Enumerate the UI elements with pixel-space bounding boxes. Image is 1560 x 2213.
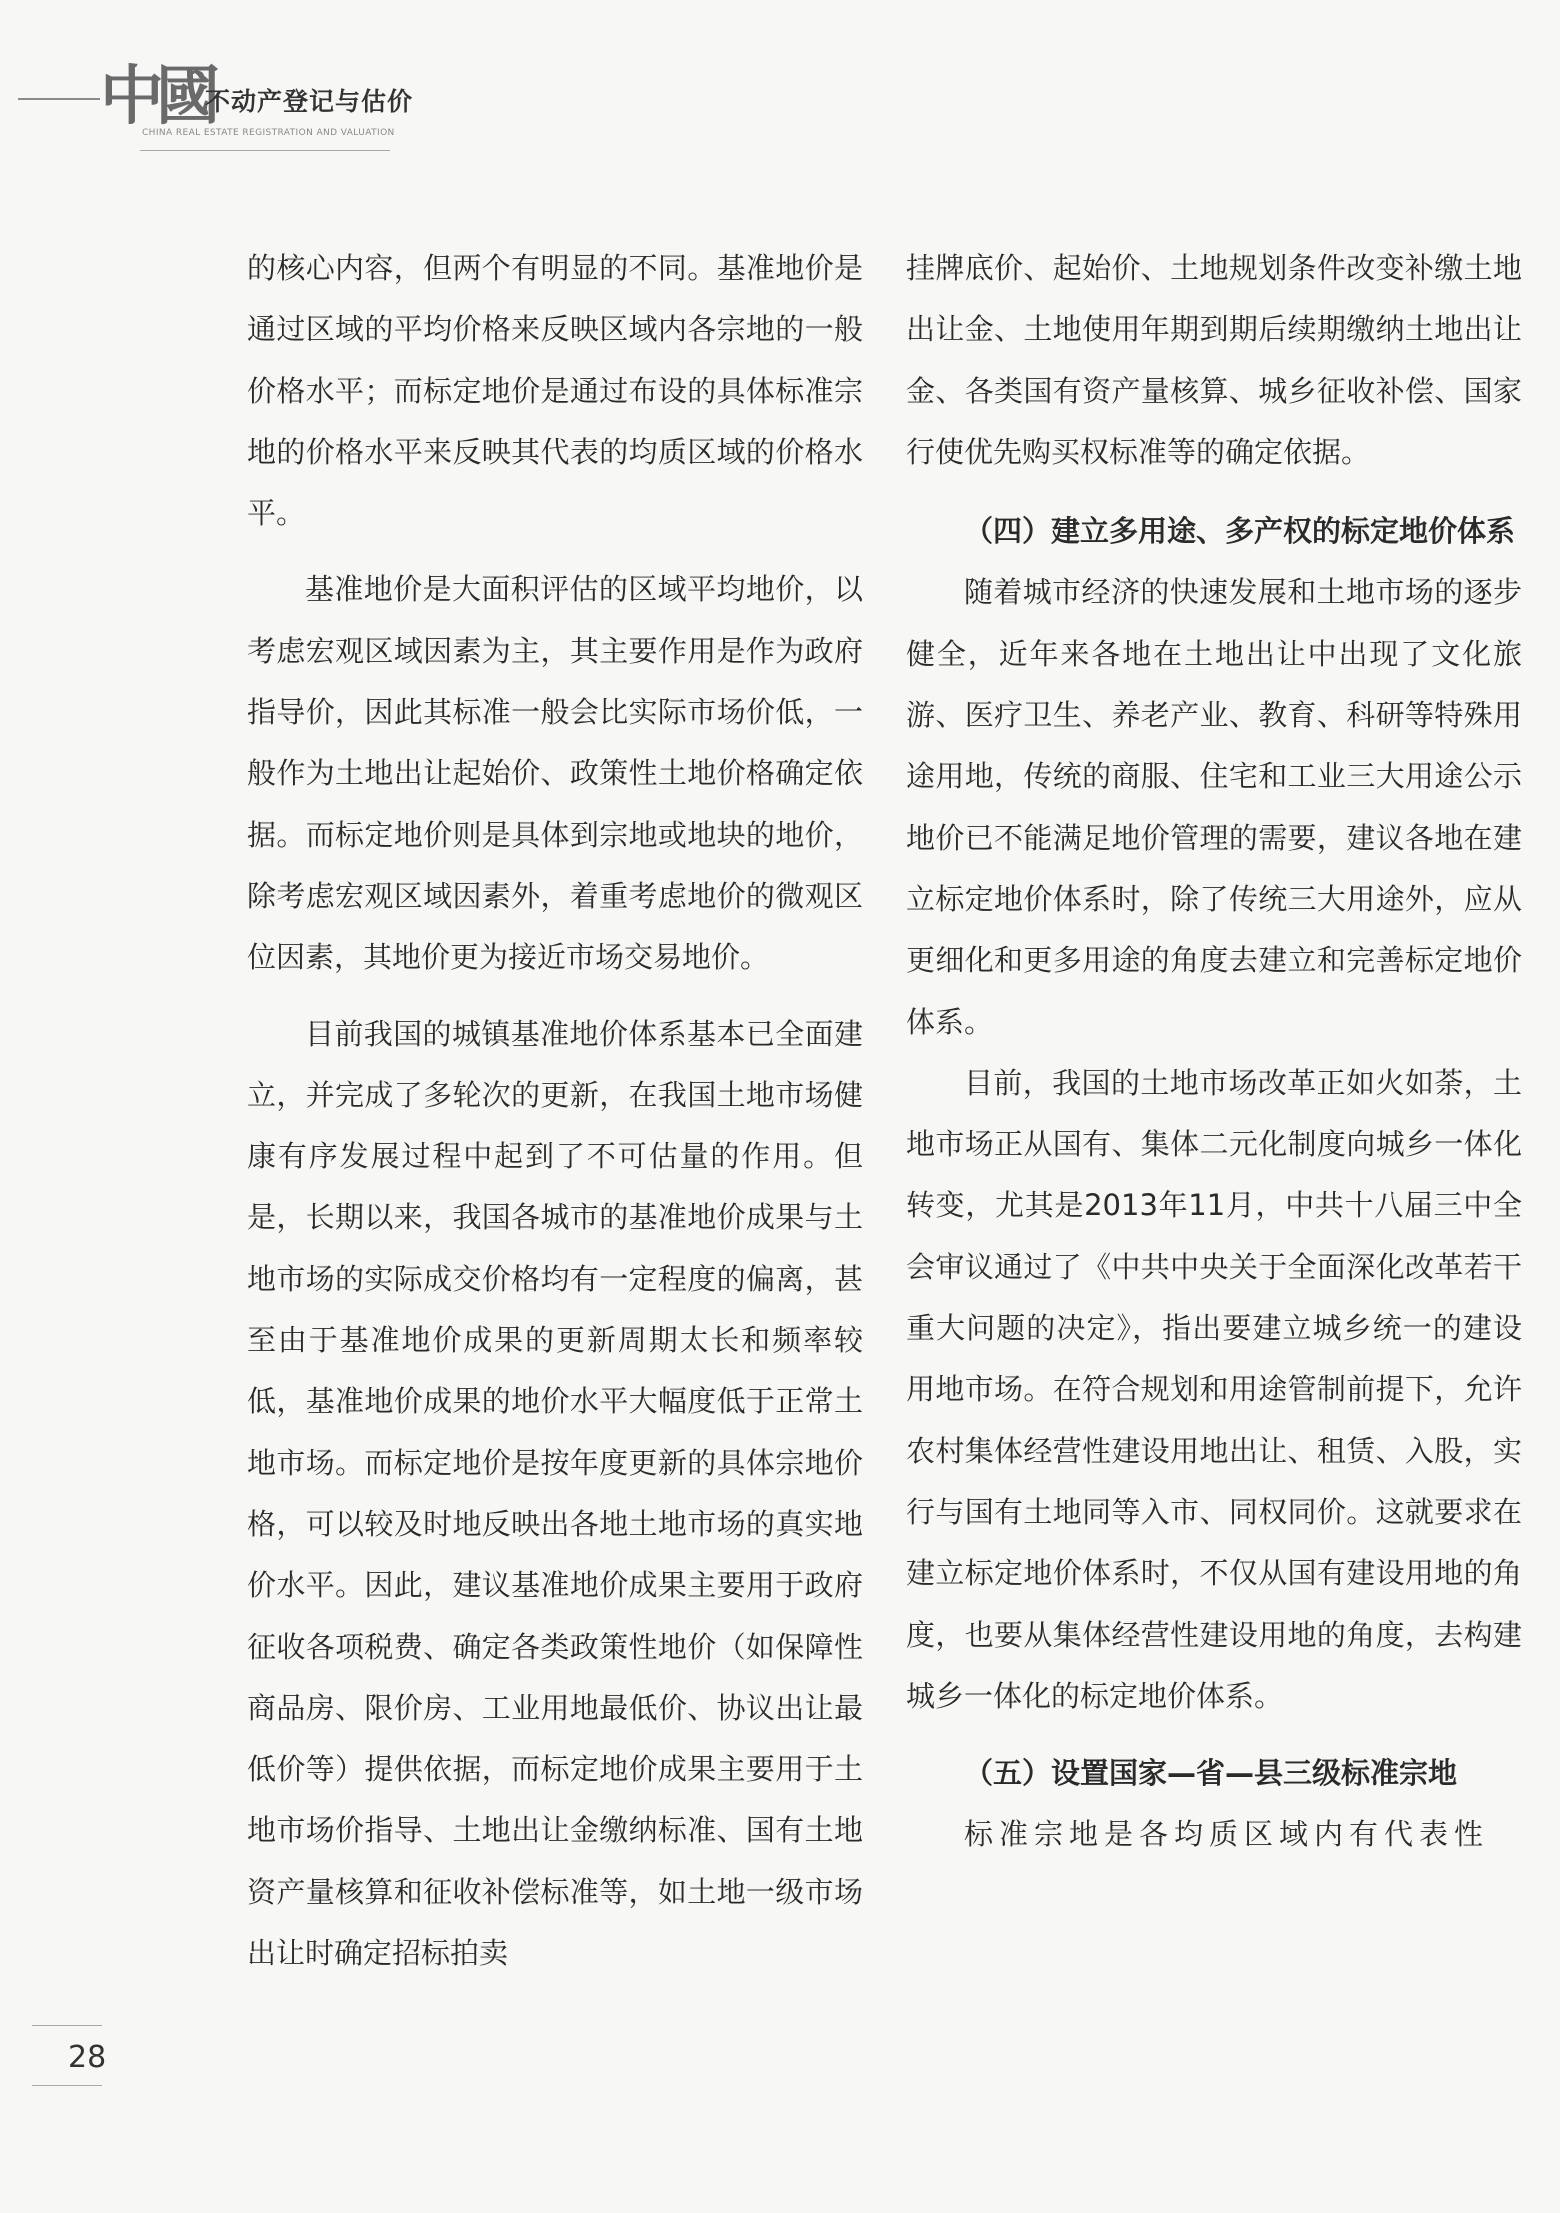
- left-column: [247, 238, 863, 1984]
- header-underline: [140, 150, 390, 151]
- paragraph-left-3: 目前我国的城镇基准地价体系基本已全面建立，并完成了多轮次的更新，在我国土地市场健康有序发展过程中起到了不可估量的作用。但是，长期以来，我国各城市的基准地价成果与土地市场的实际成交价格均有一定程度的偏离，甚至由于基准地价成果的更新周期太长和频率较低，基准地价成果的地价水平大幅度低于正常土地市场。而标定地价是按年度更新的具体宗地价格，可以较及时地反映出各地土地市场的真实地价水平。因此，建议基准地价成果主要用于政府征收各项税费、确定各类政策性地价（如保障性商品房、限价房、工业用地最低价、协议出让最低价等）提供依据，而标定地价成果主要用于土地市场价指导、土地出让金缴纳标准、国有土地资产量核算和征收补偿标准等，如土地一级市场出让时确定招标拍卖: [247, 1016, 863, 1971]
- paragraph-right-4b: 目前，我国的土地市场改革正如火如荼，土地市场正从国有、集体二元化制度向城乡一体化转变，尤其是2013年11月，中共十八届三中全会审议通过了《中共中央关于全面深化改革若干重大问题的决定》，指出要建立城乡统一的建设用地市场。在符合规划和用途管制前提下，允许农村集体经营性建设用地出让、租赁、入股，实行与国有土地同等入市、同权同价。这就要求在建立标定地价体系时，不仅从国有建设用地的角度，也要从集体经营性建设用地的角度，去构建城乡一体化的标定地价体系。: [906, 1065, 1522, 1713]
- magazine-subtitle: CHINA REAL ESTATE REGISTRATION AND VALUATION: [142, 128, 395, 138]
- section-heading-4: （四）建立多用途、多产权的标定地价体系: [964, 514, 1516, 549]
- page-number-rule-bottom: [32, 2085, 102, 2086]
- header-rule: [18, 98, 100, 100]
- magazine-title: 不动产登记与估价: [205, 87, 414, 116]
- paragraph-left-1: 的核心内容，但两个有明显的不同。基准地价是通过区域的平均价格来反映区域内各宗地的一般价格水平；而标定地价是通过布设的具体标准宗地的价格水平来反映其代表的均质区域的价格水平。: [247, 251, 863, 531]
- magazine-header: [0, 60, 420, 160]
- paragraph-right-5a: 标准宗地是各均质区域内有代表性: [964, 1817, 1490, 1852]
- paragraph-right-4a: 随着城市经济的快速发展和土地市场的逐步健全，近年来各地在土地出让中出现了文化旅游、医疗卫生、养老产业、教育、科研等特殊用途用地，传统的商服、住宅和工业三大用途公示地价已不能满足地价管理的需要，建议各地在建立标定地价体系时，除了传统三大用途外，应从更细化和更多用途的角度去建立和完善标定地价体系。: [906, 575, 1522, 1039]
- page-number: 28: [68, 2040, 107, 2075]
- page-number-rule-top: [32, 2025, 102, 2026]
- paragraph-left-2: 基准地价是大面积评估的区域平均地价，以考虑宏观区域因素为主，其主要作用是作为政府指导价，因此其标准一般会比实际市场价低，一般作为土地出让起始价、政策性土地价格确定依据。而标定地价则是具体到宗地或地块的地价，除考虑宏观区域因素外，着重考虑地价的微观区位因素，其地价更为接近市场交易地价。: [247, 572, 863, 975]
- paragraph-right-continuation: 挂牌底价、起始价、土地规划条件改变补缴土地出让金、土地使用年期到期后续期缴纳土地出让金、各类国有资产量核算、城乡征收补偿、国家行使优先购买权标准等的确定依据。: [906, 251, 1522, 469]
- right-column: [906, 238, 1522, 1866]
- section-heading-5: （五）设置国家—省—县三级标准宗地: [964, 1756, 1458, 1791]
- magazine-logo: 中國: [100, 59, 212, 134]
